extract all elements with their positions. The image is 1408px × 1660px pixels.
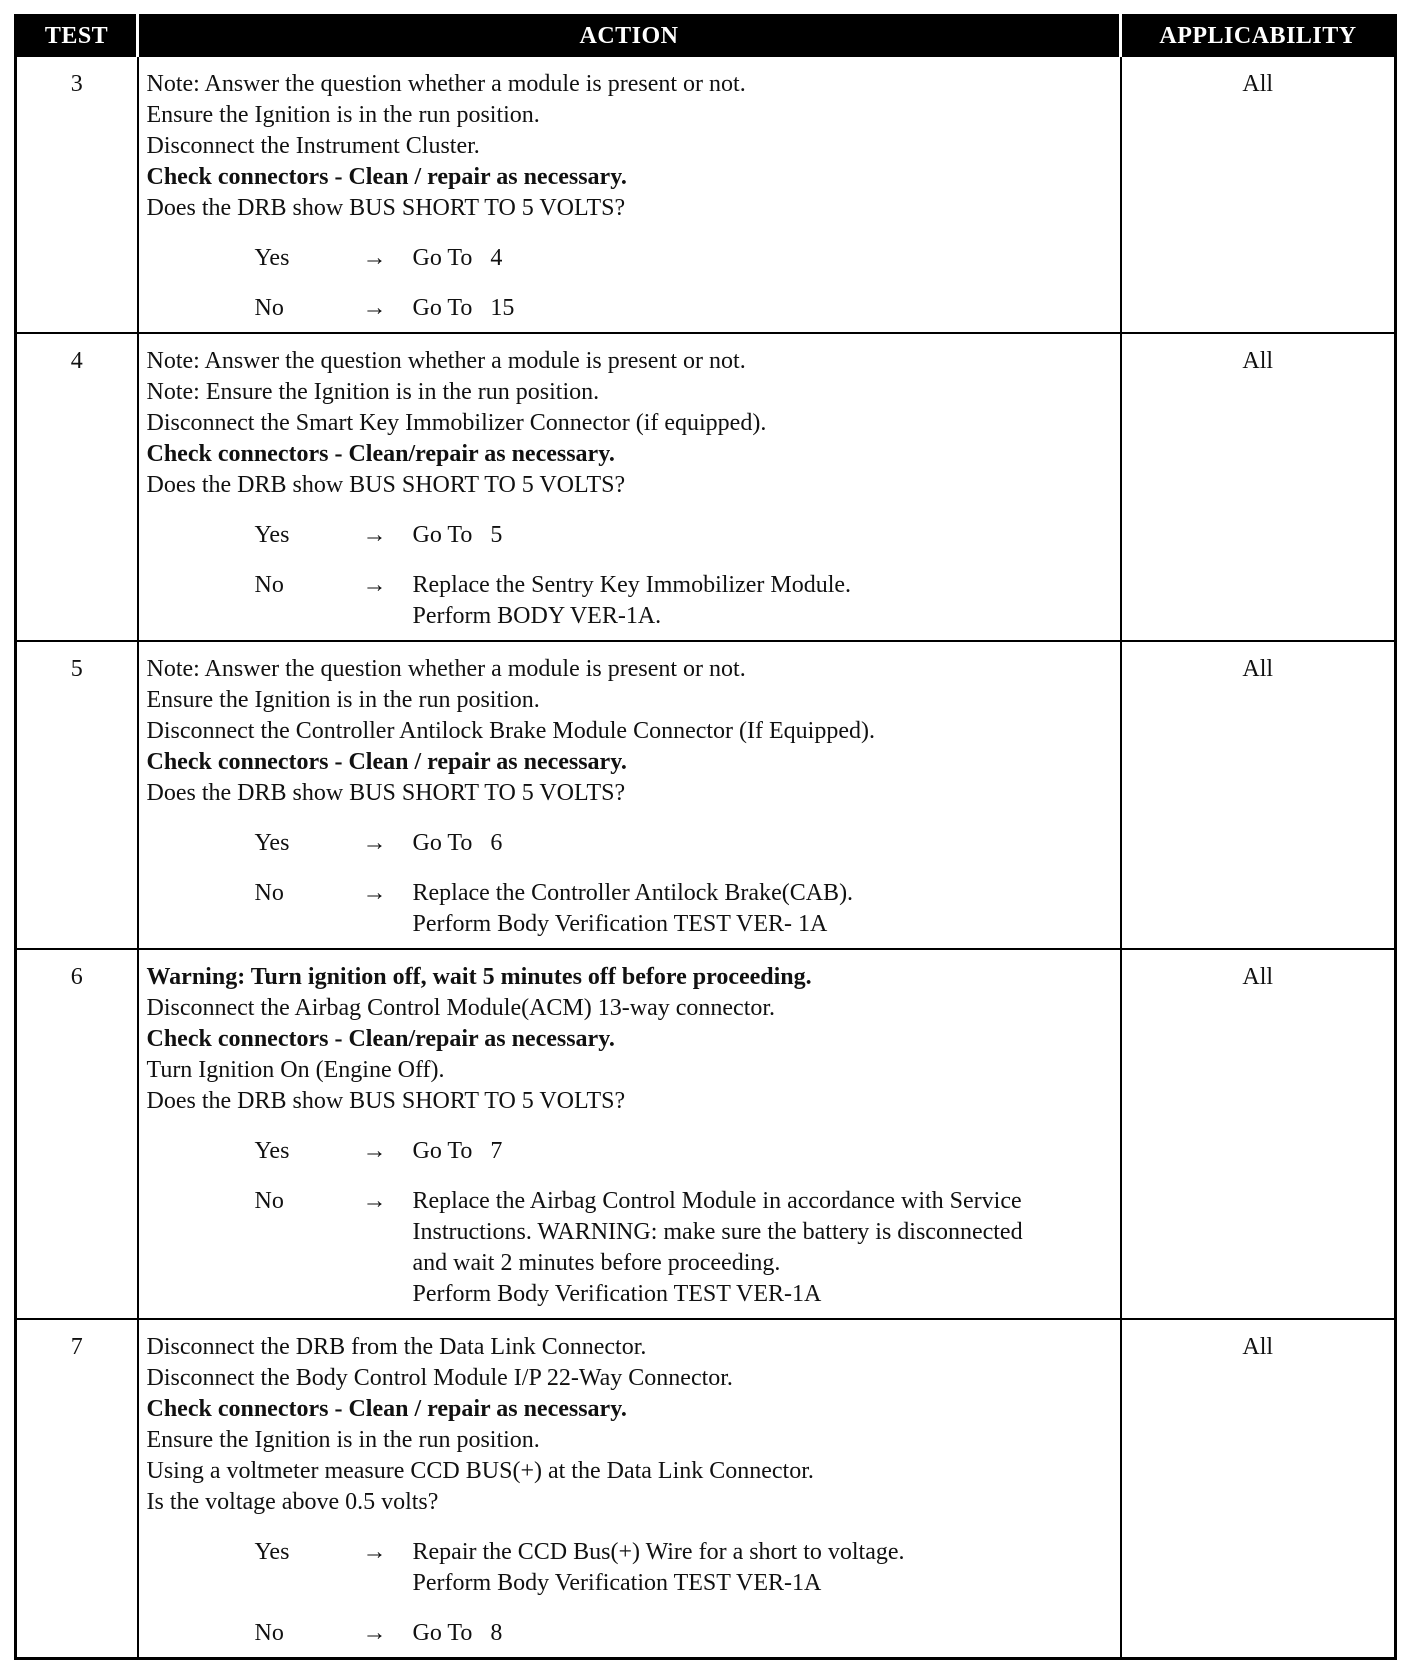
action-line: Note: Answer the question whether a module is present or not. — [146, 656, 746, 682]
outcome-yes — [147, 1537, 1114, 1599]
applicability-cell: All — [1121, 1319, 1396, 1659]
diagnostic-table — [14, 14, 1397, 1660]
warning-line: Warning: Turn ignition off, wait 5 minutes off before proceeding. — [146, 964, 812, 990]
outcome-yes — [147, 243, 1114, 274]
goto-label: Go To — [412, 245, 473, 271]
action-line: Turn Ignition On (Engine Off). — [146, 1057, 445, 1083]
answer-label: No — [254, 572, 284, 598]
outcome-no — [147, 570, 1114, 632]
outcome-line: Instructions. WARNING: make sure the battery is disconnected — [412, 1219, 1023, 1245]
action-line-bold: Check connectors - Clean / repair as necessary. — [146, 1396, 627, 1422]
action-line: Disconnect the Instrument Cluster. — [146, 133, 480, 159]
answer-label: Yes — [254, 245, 290, 271]
action-line: Does the DRB show BUS SHORT TO 5 VOLTS? — [146, 472, 626, 498]
arrow-icon: → — [362, 572, 387, 598]
outcome-text — [413, 570, 1114, 632]
action-line: Does the DRB show BUS SHORT TO 5 VOLTS? — [146, 195, 626, 221]
outcome-text — [413, 878, 1114, 940]
table-header-row — [16, 16, 1396, 57]
arrow-icon: → — [362, 245, 387, 271]
action-line: Disconnect the DRB from the Data Link Connector. — [146, 1334, 647, 1360]
arrow-icon: → — [362, 1188, 387, 1214]
goto-label: Go To — [412, 1620, 473, 1646]
action-line: Note: Answer the question whether a module is present or not. — [146, 71, 746, 97]
header-applicability: APPLICABILITY — [1121, 16, 1396, 57]
outcome-yes — [147, 520, 1114, 551]
outcome-line: Repair the CCD Bus(+) Wire for a short to voltage. — [412, 1539, 905, 1565]
answer-label: No — [254, 1620, 284, 1646]
arrow-icon: → — [362, 880, 387, 906]
answer-label: Yes — [254, 1539, 290, 1565]
applicability-cell: All — [1121, 333, 1396, 641]
arrow-icon: → — [362, 1539, 387, 1565]
action-line: Ensure the Ignition is in the run position. — [146, 687, 540, 713]
action-line: Is the voltage above 0.5 volts? — [146, 1489, 439, 1515]
action-cell — [138, 1319, 1121, 1659]
outcome-line: Replace the Controller Antilock Brake(CAB). — [412, 880, 854, 906]
table-row — [16, 1319, 1396, 1659]
outcome-line: Perform Body Verification TEST VER- 1A — [412, 911, 828, 937]
action-line: Disconnect the Controller Antilock Brake Module Connector (If Equipped). — [146, 718, 875, 744]
goto-number: 7 — [490, 1138, 503, 1164]
goto-number: 6 — [490, 830, 503, 856]
arrow-icon: → — [362, 295, 387, 321]
test-number: 6 — [16, 949, 138, 1319]
outcome-no — [147, 1186, 1114, 1310]
diagnostic-page — [14, 14, 1394, 1660]
arrow-icon: → — [362, 830, 387, 856]
applicability-cell: All — [1121, 641, 1396, 949]
header-action: ACTION — [138, 16, 1121, 57]
answer-label: No — [254, 880, 284, 906]
goto-result — [413, 520, 1114, 551]
action-line: Using a voltmeter measure CCD BUS(+) at the Data Link Connector. — [146, 1458, 814, 1484]
action-line: Disconnect the Smart Key Immobilizer Connector (if equipped). — [146, 410, 767, 436]
action-line-bold: Check connectors - Clean/repair as necessary. — [146, 441, 615, 467]
outcome-line: Perform BODY VER-1A. — [412, 603, 662, 629]
answer-label: No — [254, 1188, 284, 1214]
goto-label: Go To — [412, 1138, 473, 1164]
outcome-text — [413, 1537, 1114, 1599]
goto-result — [413, 293, 1114, 324]
outcome-no — [147, 1618, 1114, 1649]
test-number: 7 — [16, 1319, 138, 1659]
action-line: Does the DRB show BUS SHORT TO 5 VOLTS? — [146, 1088, 626, 1114]
goto-number: 8 — [490, 1620, 503, 1646]
table-row — [16, 56, 1396, 333]
goto-result — [413, 1136, 1114, 1167]
goto-label: Go To — [412, 830, 473, 856]
action-cell — [138, 641, 1121, 949]
outcome-line: and wait 2 minutes before proceeding. — [412, 1250, 781, 1276]
outcome-no — [147, 293, 1114, 324]
action-line: Note: Ensure the Ignition is in the run position. — [146, 379, 600, 405]
answer-label: Yes — [254, 522, 290, 548]
applicability-cell: All — [1121, 949, 1396, 1319]
answer-label: No — [254, 295, 284, 321]
outcome-line: Replace the Airbag Control Module in accordance with Service — [412, 1188, 1022, 1214]
goto-label: Go To — [412, 295, 473, 321]
header-test: TEST — [16, 16, 138, 57]
test-number: 5 — [16, 641, 138, 949]
arrow-icon: → — [362, 1620, 387, 1646]
answer-label: Yes — [254, 830, 290, 856]
goto-result — [413, 1618, 1114, 1649]
action-line: Does the DRB show BUS SHORT TO 5 VOLTS? — [146, 780, 626, 806]
action-line: Note: Answer the question whether a module is present or not. — [146, 348, 746, 374]
goto-label: Go To — [412, 522, 473, 548]
action-line-bold: Check connectors - Clean / repair as necessary. — [146, 164, 627, 190]
outcome-line: Perform Body Verification TEST VER-1A — [412, 1570, 822, 1596]
test-number: 4 — [16, 333, 138, 641]
outcome-no — [147, 878, 1114, 940]
outcome-line: Replace the Sentry Key Immobilizer Module. — [412, 572, 852, 598]
applicability-cell: All — [1121, 56, 1396, 333]
table-row — [16, 641, 1396, 949]
outcome-text — [413, 1186, 1114, 1310]
action-line: Ensure the Ignition is in the run position. — [146, 1427, 540, 1453]
test-number: 3 — [16, 56, 138, 333]
action-line-bold: Check connectors - Clean/repair as necessary. — [146, 1026, 615, 1052]
action-cell — [138, 949, 1121, 1319]
arrow-icon: → — [362, 1138, 387, 1164]
goto-number: 15 — [490, 295, 515, 321]
goto-result — [413, 243, 1114, 274]
action-cell — [138, 56, 1121, 333]
table-row — [16, 333, 1396, 641]
arrow-icon: → — [362, 522, 387, 548]
outcome-yes — [147, 1136, 1114, 1167]
action-line: Ensure the Ignition is in the run position. — [146, 102, 540, 128]
goto-number: 5 — [490, 522, 503, 548]
table-row — [16, 949, 1396, 1319]
outcome-line: Perform Body Verification TEST VER-1A — [412, 1281, 822, 1307]
action-line: Disconnect the Body Control Module I/P 22-Way Connector. — [146, 1365, 733, 1391]
outcome-yes — [147, 828, 1114, 859]
action-cell — [138, 333, 1121, 641]
goto-result — [413, 828, 1114, 859]
goto-number: 4 — [490, 245, 503, 271]
action-line-bold: Check connectors - Clean / repair as necessary. — [146, 749, 627, 775]
answer-label: Yes — [254, 1138, 290, 1164]
action-line: Disconnect the Airbag Control Module(ACM) 13-way connector. — [146, 995, 776, 1021]
